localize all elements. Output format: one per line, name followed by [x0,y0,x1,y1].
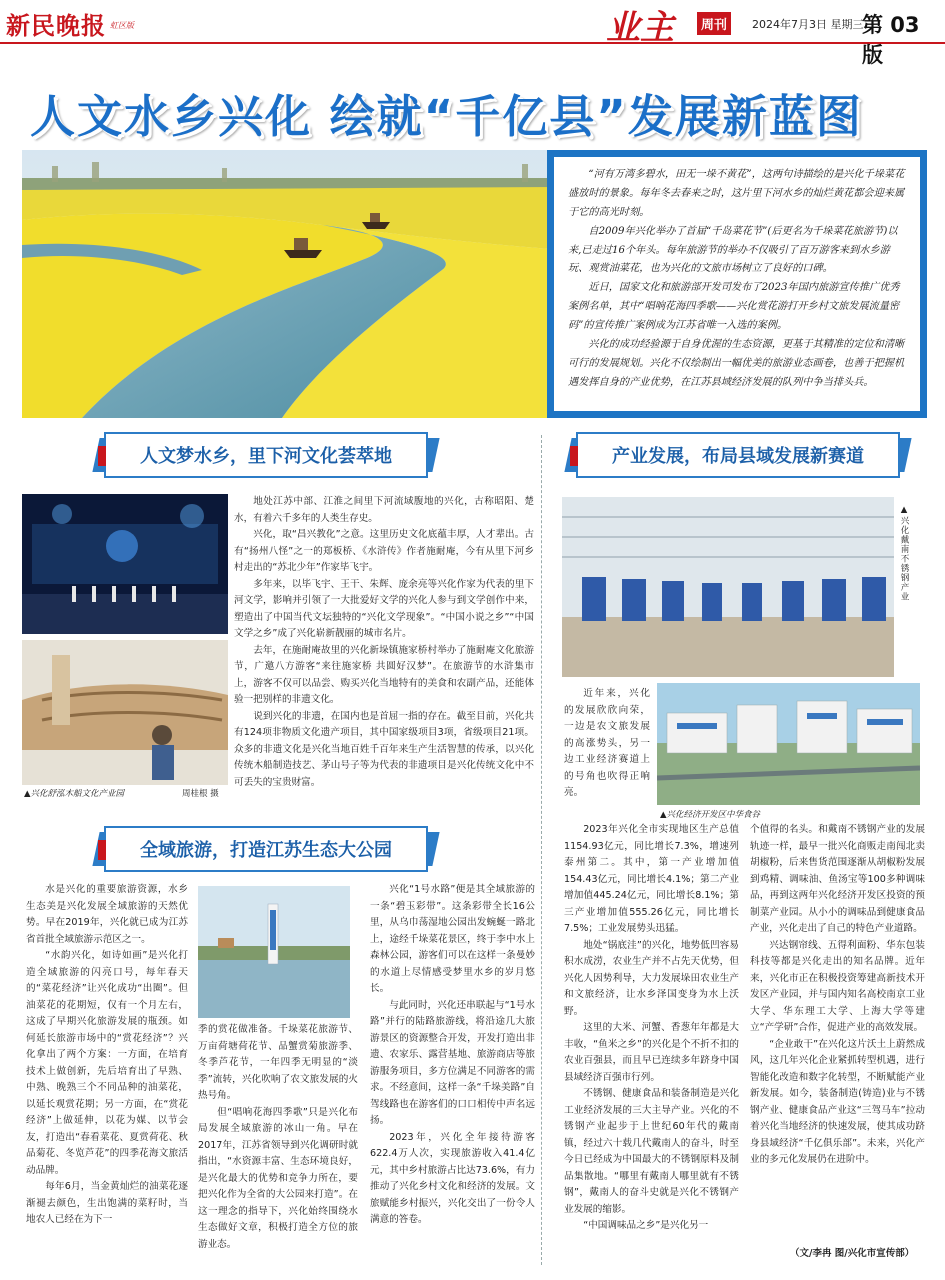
article-paragraph: 兴化，取“昌兴教化”之意。这里历史文化底蕴丰厚，人才辈出。古有“扬州八怪”之一的郑板桥、《水浒传》作者施耐庵，今有从里下河乡村走出的“苏北少年”作家毕飞宇。 [234,529,534,573]
section-title: 全域旅游，打造江苏生态大公园 [104,826,428,872]
issue-date: 2024年7月3日 星期三 [752,18,864,31]
article-paragraph: 个值得的名头。和戴南不锈钢产业的发展轨迹一样，最早一批兴化商贩走南闯北卖胡椒粉，后来售货范围逐渐从胡椒粉发展到鸡精、调味油、鱼汤宝等100多种调味品，再到这两年兴化经济开发区投资的预制菜产业园。从小小的调味品到健康食品产业，兴化走出了自己的特色产业道路。 [750,824,925,934]
article-paragraph: 地处江苏中部、江淮之间里下河流域腹地的兴化，古称昭阳、楚水，有着六千多年的人类生存史。 [234,496,534,524]
industrial-park-illustration [657,683,920,805]
photo-wooden-boat-workshop [22,640,228,785]
boat-workshop-illustration [22,640,228,785]
page-headline: 人文水乡兴化 绘就“千亿县”发展新蓝图 [30,90,863,143]
section-head-industry [568,432,908,478]
industry-article-col2 [564,822,739,1235]
tourism-article-col3 [370,882,535,1229]
tourism-article-col1 [26,882,188,1229]
article-paragraph: 每年6月，当金黄灿烂的油菜花逐渐褪去颜色，生出饱满的菜籽时，当地农人已经在为下一 [26,1181,188,1225]
intro-box [547,150,927,418]
article-paragraph: 兴化“1号水路”便是其全域旅游的一条“碧玉彩带”。这条彩带全长16公里，从乌巾荡湿地公园出发蜿蜒一路北上，途经千垛菜花景区，终于李中水上森林公园，游客们可以在这样一条曼妙的水道上尽情感受梦里水乡的岁月悠长。 [370,884,535,994]
photo-stainless-steel-factory [562,497,894,677]
article-paragraph: 水是兴化的重要旅游资源，水乡生态美是兴化发展全域旅游的天然优势。早在2019年，兴化就已成为江苏省首批全域旅游示范区之一。 [26,884,188,945]
article-paragraph: 多年来，以毕飞宇、王干、朱辉、庞余亮等兴化作家为代表的里下河文学，影响并引领了一大批爱好文学的兴化人参与到文学创作中来，塑造出了中国当代文坛独特的“兴化文学现象”。“中国小说之乡”“中国文学之乡”成了兴化崭新靓丽的城市名片。 [234,578,534,639]
section-title: 人文梦水乡，里下河文化荟萃地 [104,432,428,478]
intro-paragraph: “河有万湾多碧水，田无一垛不黄花”，这两句诗描绘的是兴化千垛菜花盛放时的景象。每年冬去春来之时，这片里下河水乡的灿烂黄花都会迎来属于它的高光时刻。 [568,169,905,218]
article-paragraph: 与此同时，兴化还串联起与“1号水路”并行的陆路旅游线，将沿途几大旅游景区的资源整合开发，开发打造出非遗、农家乐、露营基地、旅游商店等旅游服务项目，多方位满足不同游客的需求。不经意间，这样一条“千垛美路”自驾线路也在游客们的口口相传中声名远扬。 [370,999,535,1126]
industry-article-col3 [750,822,925,1169]
culture-article [234,494,534,791]
article-paragraph: “水韵兴化，如诗如画”是兴化打造全域旅游的闪亮口号，每年春天的“菜花经济”让兴化成功“出圈”。但油菜花的花期短，仅有一个月左右，这成了早期兴化旅游发展的瓶颈。如何延长旅游市场中的“赏花经济”？兴化拿出了两个方案：一方面，在培育技术上做创新，先后培育出了早熟、中熟、晚熟三个不同品种的油菜花，以延长观赏花期；另一方面，在“赏花经济”上做延伸，以花为媒、以节会友，打造出“春看菜花、夏赏荷花、秋品菊花、冬览芦花”的四季花海文旅活动品牌。 [26,950,188,1176]
article-paragraph: 季的赏花做准备。千垛菜花旅游节、万亩荷塘荷花节、品蟹赏菊旅游季、冬季芦花节，一年四季无明显的“淡季”流转，兴化吹响了农文旅发展的火热号角。 [198,1024,358,1101]
culture-photo-credit: 周桂根 摄 [182,789,219,799]
article-paragraph: 2023年，兴化全年接待游客622.4万人次，实现旅游收入41.4亿元，其中乡村旅游占比达73.6%，有力推动了兴化乡村文化和经济的发展。文旅赋能乡村振兴，兴化交出了一份令人满意的答卷。 [370,1131,535,1225]
article-paragraph: “中国调味品之乡”是兴化另一 [583,1220,709,1231]
photo-culture-stage [22,494,228,634]
intro-text [554,157,920,411]
article-paragraph: 不锈钢、健康食品和装备制造是兴化工业经济发展的三大主导产业。兴化的不锈钢产业起步于上世纪60年代的戴南镇，经过六十载几代戴南人的奋斗，时至今日已经成为中国最大的不锈钢原料及制品集散地。“哪里有戴南人哪里就有不锈钢”，戴南人的奋斗史就是兴化不锈钢产业发展的缩影。 [564,1088,739,1215]
section-head-tourism [96,826,436,872]
intro-paragraph: 自2009年兴化举办了首届“千岛菜花节”(后更名为千垛菜花旅游节)以来,已走过16个年头。每年旅游节的举办不仅吸引了百万游客来到水乡游玩、观赏油菜花，也为兴化的文旅市场树立了良好的口碑。 [568,225,898,275]
article-paragraph: 但“唱响花海四季歌”只是兴化布局发展全域旅游的冰山一角。早在2017年，江苏省领导到兴化调研时就指出，“水资源丰富、生态环境良好，是兴化最大的优势和竞争力所在，要把兴化作为全省的大公园来打造”。在这一理念的指导下，兴化始终围绕水生态做好文章，积极打造全方位的旅游业态。 [198,1106,358,1250]
article-paragraph: 地处“锅底洼”的兴化，地势低凹容易积水成涝，农业生产并不占先天优势，但兴化人因势利导，大力发展垛田农业生产和文旅经济，让水乡泽国变身为水上沃野。 [564,939,739,1017]
newspaper-logo: 新民晚报 [6,11,106,40]
weekly-badge: 周刊 [697,12,731,35]
waterway-landmark-illustration [198,886,350,1018]
article-paragraph: 兴达钢帘线、五得利面粉、华东包装科技等都是兴化走出的知名品牌。近年来，兴化市正在积极投资筹建高新技术开发区产业园，并与国内知名高校南京工业大学、华东理工大学、上海大学等建立“产学研”合作，促进产业的高效发展。 [750,939,925,1033]
factory-vertical-caption: ▲兴化戴南不锈钢产业 [899,505,909,602]
photo-waterway-landmark [198,886,350,1018]
tourism-article-col2 [198,1022,358,1253]
article-byline: （文/李冉 图/兴化市宣传部） [790,1248,915,1259]
page-number: 第 03 版 [862,13,920,67]
culture-photo-caption: ▲兴化舒泓木船文化产业园 [24,789,125,799]
article-paragraph: 这里的大米、河蟹、香葱年年都是大丰收，“鱼米之乡”的兴化是个不折不扣的农业百强县，而且早已连续多年跻身中国县域经济百强市行列。 [564,1022,739,1083]
article-paragraph: “企业敢干”在兴化这片沃土上蔚然成风，这几年兴化企业紧抓转型机遇，进行智能化改造和数字化转型，不断赋能产业新发展。如今，装备制造(铸造)业与不锈钢产业、健康食品产业这“三驾马车”拉动着兴化当地经济的快速发展，使其成功跻身县域经济“千亿俱乐部”。未来，兴化产业的多元化发展仍在进阶中。 [750,1038,925,1165]
intro-paragraph: 近日，国家文化和旅游部开发司发布了2023年国内旅游宣传推广优秀案例名单，其中“唱响花海四季歌——兴化赏花游打开乡村文旅发展流量密码”的宣传推广案例成为江苏省唯一入选的案例。 [568,282,900,331]
section-title: 产业发展，布局县域发展新赛道 [576,432,900,478]
article-paragraph: 近年来，兴化的发展欣欣向荣，一边是农文旅发展的高涨势头，另一边工业经济赛道上的号角也吹得正响亮。 [564,688,650,798]
article-paragraph: 去年，在施耐庵故里的兴化新垛镇施家桥村举办了施耐庵文化旅游节，广邀八方游客“来往施家桥 共圆好汉梦”。在旅游节的水浒集市上，游客不仅可以品尝、购买兴化当地特有的美食和农副产品，还能体验一把别样的非遗文化。 [234,644,534,705]
supplement-title: 业主 [606,8,674,48]
stage-illustration [22,494,228,634]
article-paragraph: 2023年兴化全市实现地区生产总值1154.93亿元，同比增长7.3%，增速列泰州第二。其中，第一产业增加值154.43亿元，同比增长4.1%；第二产业增加值445.24亿元，同比增长8.1%；第三产业增加值555.26亿元，同比增长7.5%；工业发展势头迅猛。 [564,824,739,934]
park-photo-caption: ▲兴化经济开发区中华食谷 [660,810,761,820]
factory-interior-illustration [562,497,894,677]
district-edition-label: 虹区版 [110,21,134,30]
column-divider [541,435,542,1265]
photo-economic-development-zone [657,683,920,805]
section-head-culture [96,432,436,478]
intro-paragraph: 兴化的成功经验源于自身优渥的生态资源，更基于其精准的定位和清晰可行的发展规划。兴化不仅绘制出一幅优美的旅游业态画卷，也善于把握机遇发挥自身的产业优势，在江苏县域经济发展的队列中争当排头兵。 [568,338,905,388]
article-paragraph: 说到兴化的非遗，在国内也是首屈一指的存在。截至目前，兴化共有124项非物质文化遗产项目，其中国家级项目3项，省级项目21项。众多的非遗文化是兴化当地百姓千百年来生产生活智慧的传承，以兴化传统木船制造技艺、茅山号子等为代表的非遗项目是兴化传统文化中不可丢失的宝贵财富。 [234,710,534,788]
masthead [0,0,945,67]
